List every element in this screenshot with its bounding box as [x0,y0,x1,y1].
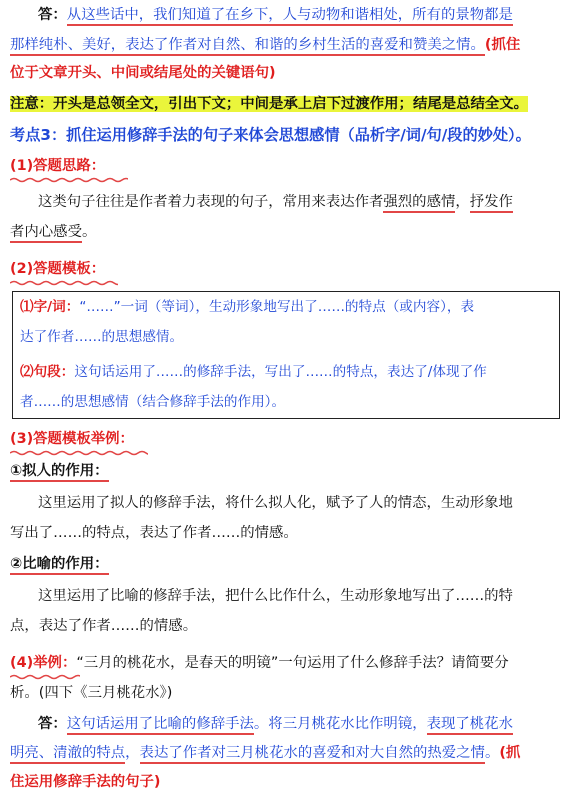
section-4-label: (4)举例： [10,655,77,671]
answer-label: 答： [38,716,67,732]
answer-text: 将三月桃花水比作明镜， [268,716,427,732]
example-1-title [10,460,109,482]
section-4-answer-line-2 [10,742,520,764]
squiggle-underline [10,674,80,680]
example-2-title-text: ②比喻的作用： [10,556,109,575]
answer-text: 表现了桃花水 [427,716,513,735]
answer-text: 表达了作者对三月桃花水的喜爱和对大自然的热爱之情 [140,745,485,764]
answer-text: 从这些话中，我们知道了在乡下，人与动物和谐相处，所有的景物都是 [67,7,513,26]
section-4-answer-line-3: 住运用修辞手法的句子) [10,774,161,790]
section-1-line-2 [10,221,96,243]
kaodian-3-heading: 考点3：抓住运用修辞手法的句子来体会思想感情（品析字/词/句/段的妙处）。 [10,126,531,144]
template-1-line-2: 达了作者……的思想感情。 [20,329,184,345]
section-4-question-line-1 [10,652,509,674]
section-4-question-line-2: 析。(四下《三月桃花水》) [10,685,173,701]
answer-text: 这句话运用了比喻的修辞手法 [67,716,254,735]
template-1-line-1 [20,296,474,318]
section-3-title-text: (3)答题模板举例： [10,431,134,447]
answer-hint: (抓住 [484,37,521,53]
squiggle-underline [10,450,148,456]
section-1-line-1 [38,191,513,213]
answer-label: 答： [38,7,67,23]
section-1-text: ， [455,194,470,210]
answer-1-line-1 [38,4,513,26]
note-line [10,93,528,115]
section-1-emphasis: 抒发作 [470,194,513,213]
template-1-text: “……”一词（等词），生动形象地写出了……的特点（或内容），表 [79,299,475,315]
section-1-title [10,155,105,177]
note-text: 注意：开头是总领全文，引出下文；中间是承上启下过渡作用；结尾是总结全文。 [10,96,529,112]
answer-hint: (抓 [499,745,521,761]
example-2-line-1: 这里运用了比喻的修辞手法，把什么比作什么，生动形象地写出了……的特 [38,588,513,604]
template-2-label: ⑵句段： [20,364,75,380]
section-1-text: 。 [81,224,97,240]
section-1-emphasis: 强烈的感情 [383,194,455,213]
section-4-question: “三月的桃花水，是春天的明镜”一句运用了什么修辞手法？请简要分 [76,655,509,671]
answer-1-line-3 [10,62,276,84]
squiggle-underline [10,177,128,183]
answer-text: ， [125,745,140,761]
answer-text: 明亮、清澈的特点 [10,745,125,764]
answer-hint: 位于文章开头、中间或结尾处的关键语句) [10,65,276,81]
answer-text: 那样纯朴、美好，表达了作者对自然、和谐的乡村生活的喜爱和赞美之情。 [10,37,485,56]
answer-text: 。 [253,716,269,732]
template-1-label: ⑴字/词： [20,299,80,315]
section-1-emphasis: 者内心感受 [10,224,82,243]
section-2-title-text: (2)答题模板： [10,261,106,277]
squiggle-underline [10,280,118,286]
example-1-line-1: 这里运用了拟人的修辞手法，将什么拟人化，赋予了人的情态，生动形象地 [38,495,513,511]
template-2-line-2: 者……的思想感情（结合修辞手法的作用）。 [20,394,286,410]
section-1-title-text: (1)答题思路： [10,158,106,174]
example-1-title-text: ①拟人的作用： [10,463,109,482]
template-2-line-1 [20,361,487,383]
section-1-text: 这类句子往往是作者着力表现的句子，常用来表达作者 [38,194,384,210]
example-2-line-2: 点，表达了作者……的情感。 [10,618,198,634]
section-3-title [10,428,134,450]
answer-1-line-2 [10,34,520,56]
example-1-line-2: 写出了……的特点，表达了作者……的情感。 [10,525,298,541]
section-2-title [10,258,105,280]
section-4-answer-line-1 [38,713,513,735]
example-2-title [10,553,109,575]
template-2-text: 这句话运用了……的修辞手法，写出了……的特点，表达了/体现了作 [74,364,487,380]
answer-text: 。 [484,745,500,761]
